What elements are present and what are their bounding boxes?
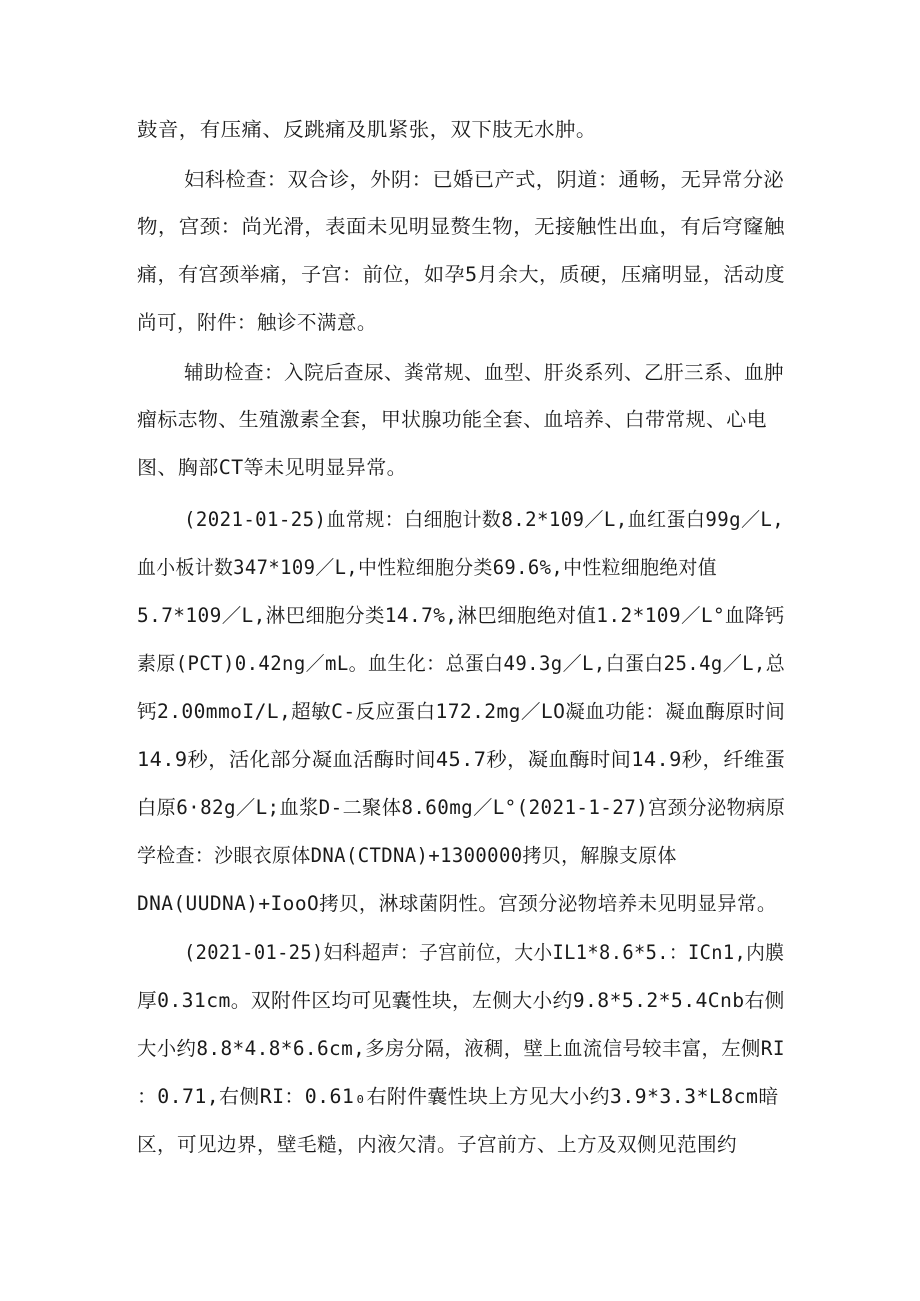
text-line: 14.9秒，活化部分凝血活酶时间45.7秒，凝血酶时间14.9秒，纤维蛋 (137, 748, 786, 771)
text-line: 学检查：沙眼衣原体DNA(CTDNA)+1300000拷贝，解腺支原体 (137, 844, 677, 867)
text-line: 厚0.31cm。双附件区均可见囊性块，左侧大小约9.8*5.2*5.4Cnb右侧 (137, 989, 785, 1012)
text-line: 辅助检查：入院后查尿、粪常规、血型、肝炎系列、乙肝三系、血肿 (184, 361, 785, 384)
text-line: 大小约8.8*4.8*6.6cm,多房分隔，液稠，壁上血流信号较丰富，左侧RI (137, 1037, 785, 1060)
text-line: 图、胸部CT等未见明显异常。 (137, 456, 408, 479)
text-line: DNA(UUDNA)+IooO拷贝，淋球菌阴性。宫颈分泌物培养未见明显异常。 (137, 892, 777, 915)
text-line: 素原(PCT)0.42ng／mL。血生化：总蛋白49.3g／L,白蛋白25.4g／L,总 (137, 652, 786, 675)
text-line: 钙2.00mmoI/L,超敏C-反应蛋白172.2mg／LO凝血功能：凝血酶原时间 (137, 700, 786, 723)
text-line: 痛，有宫颈举痛，子宫：前位，如孕5月余大，质硬，压痛明显，活动度 (137, 263, 786, 286)
text-line: 物，宫颈：尚光滑，表面未见明显赘生物，无接触性出血，有后穹窿触 (137, 215, 785, 238)
text-line: ：0.71,右侧RI：0.61₀右附件囊性块上方见大小约3.9*3.3*L8cm暗 (137, 1085, 779, 1108)
text-line: (2021-01-25)妇科超声：子宫前位，大小IL1*8.6*5.：ICn1,内膜 (184, 941, 785, 964)
text-line: 鼓音，有压痛、反跳痛及肌紧张，双下肢无水肿。 (137, 118, 597, 141)
text-line: 区，可见边界，壁毛糙，内液欠清。子宫前方、上方及双侧见范围约 (137, 1133, 738, 1156)
text-line: 血小板计数347*109／L,中性粒细胞分类69.6%,中性粒细胞绝对值 (137, 556, 717, 579)
text-line: 瘤标志物、生殖激素全套，甲状腺功能全套、血培养、白带常规、心电 (137, 408, 767, 431)
text-line: 妇科检查：双合诊，外阴：已婚已产式，阴道：通畅，无异常分泌 (184, 168, 785, 191)
text-line: 5.7*109／L,淋巴细胞分类14.7%,淋巴细胞绝对值1.2*109／L°血降钙 (137, 604, 785, 627)
text-line: 白原6·82g／L;血浆D-二聚体8.60mg／L°(2021-1-27)宫颈分泌物病原 (137, 796, 786, 819)
text-line: 尚可，附件：触诊不满意。 (137, 311, 377, 334)
text-line: (2021-01-25)血常规：白细胞计数8.2*109／L,血红蛋白99g／L, (184, 508, 785, 531)
